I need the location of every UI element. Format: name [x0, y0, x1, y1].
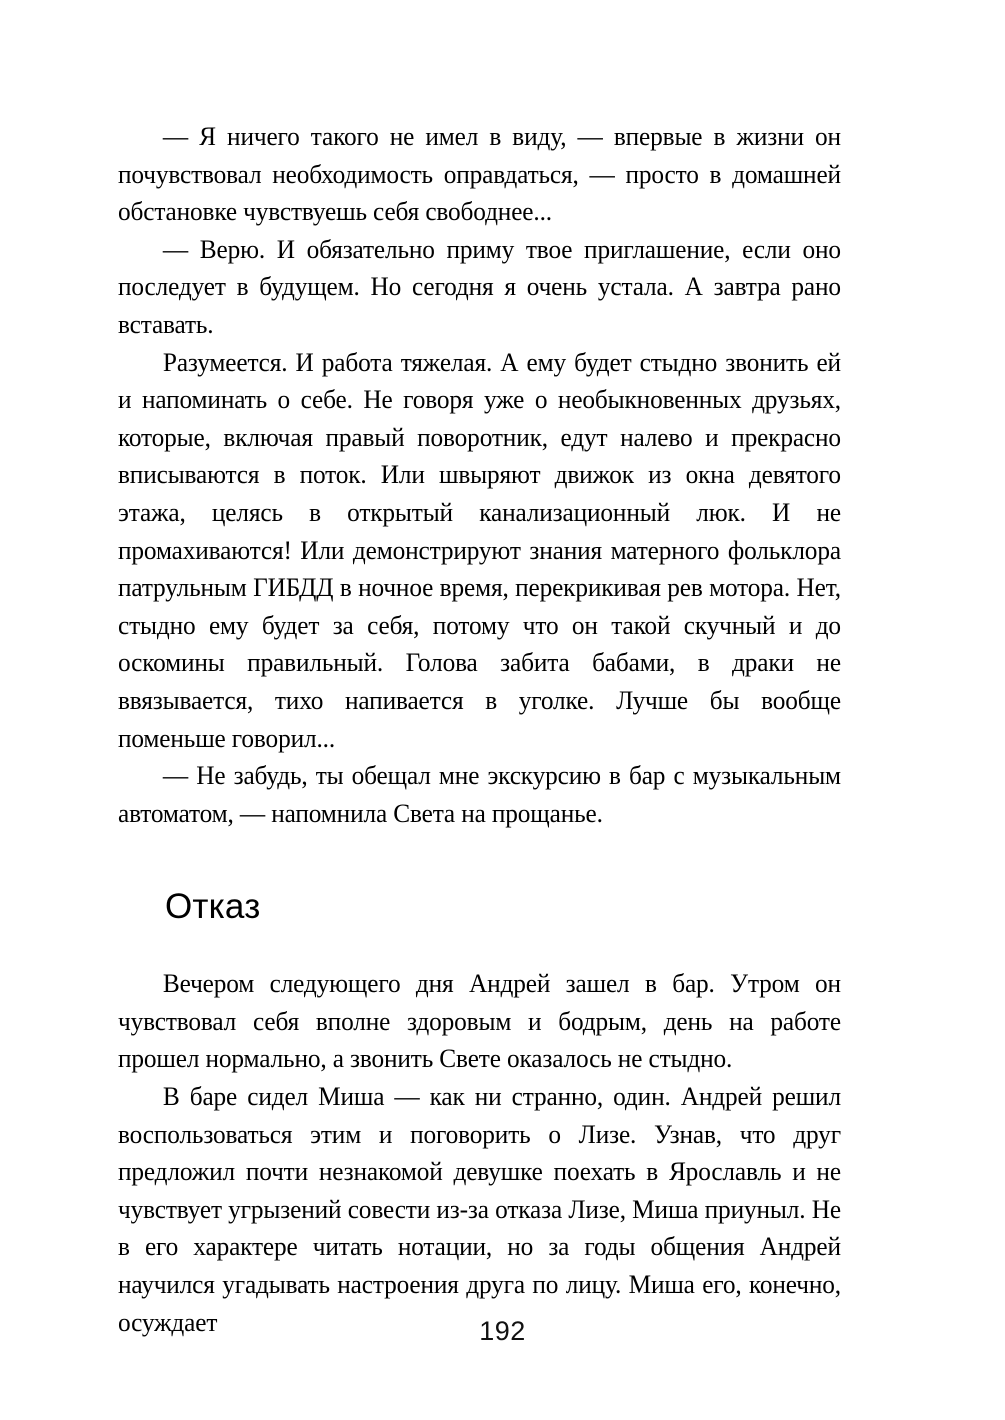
- paragraph: — Верю. И обязательно приму твое приглашение, если оно последует в будущем. Но сегодня я очень устала. А завтра рано вставать.: [118, 233, 841, 339]
- section-heading-block: [118, 832, 875, 965]
- paragraph: В баре сидел Миша — как ни странно, один. Андрей решил воспользоваться этим и поговорить о Лизе. Узнав, что друг предложил почти незнакомой девушке поехать в Ярославль и не чувствует угрызений совести из-за отказа Лизе, Миша приуныл. Не в его характере читать нотации, но за годы общения Андрей научился угадывать настроения друга по лицу. Миша его, конечно, осуждает: [118, 1081, 841, 1337]
- paragraph: Разумеется. И работа тяжелая. А ему будет стыдно звонить ей и напоминать о себе. Не говоря уже о необыкновенных друзьях, которые, включая правый поворотник, едут налево и прекрасно вписываются в поток. Или швыряют движок из окна девятого этажа, целясь в открытый канализационный люк. И не промахиваются! Или демонстрируют знания матерного фольклора патрульным ГИБДД в ночное время, перекрикивая рев мотора. Нет, стыдно ему будет за себя, потому что он такой скучный и до оскомины правильный. Голова забита бабами, в драки не ввязывается, тихо напивается в уголке. Лучше бы вообще поменьше говорил...: [118, 346, 841, 753]
- paragraph: Вечером следующего дня Андрей зашел в бар. Утром он чувствовал себя вполне здоровым и бодрым, день на работе прошел нормально, а звонить Свете оказалось не стыдно.: [118, 968, 841, 1074]
- text-column: [118, 118, 875, 1341]
- paragraph: — Не забудь, ты обещал мне экскурсию в бар с музыкальным автоматом, — напомнила Света на прощанье.: [118, 760, 841, 828]
- paragraph: — Я ничего такого не имел в виду, — впервые в жизни он почувствовал необходимость оправдаться, — просто в домашней обстановке чувствуешь себя свободнее...: [118, 121, 841, 227]
- page-number: 192: [479, 1316, 526, 1346]
- section-heading: Отказ: [165, 887, 261, 927]
